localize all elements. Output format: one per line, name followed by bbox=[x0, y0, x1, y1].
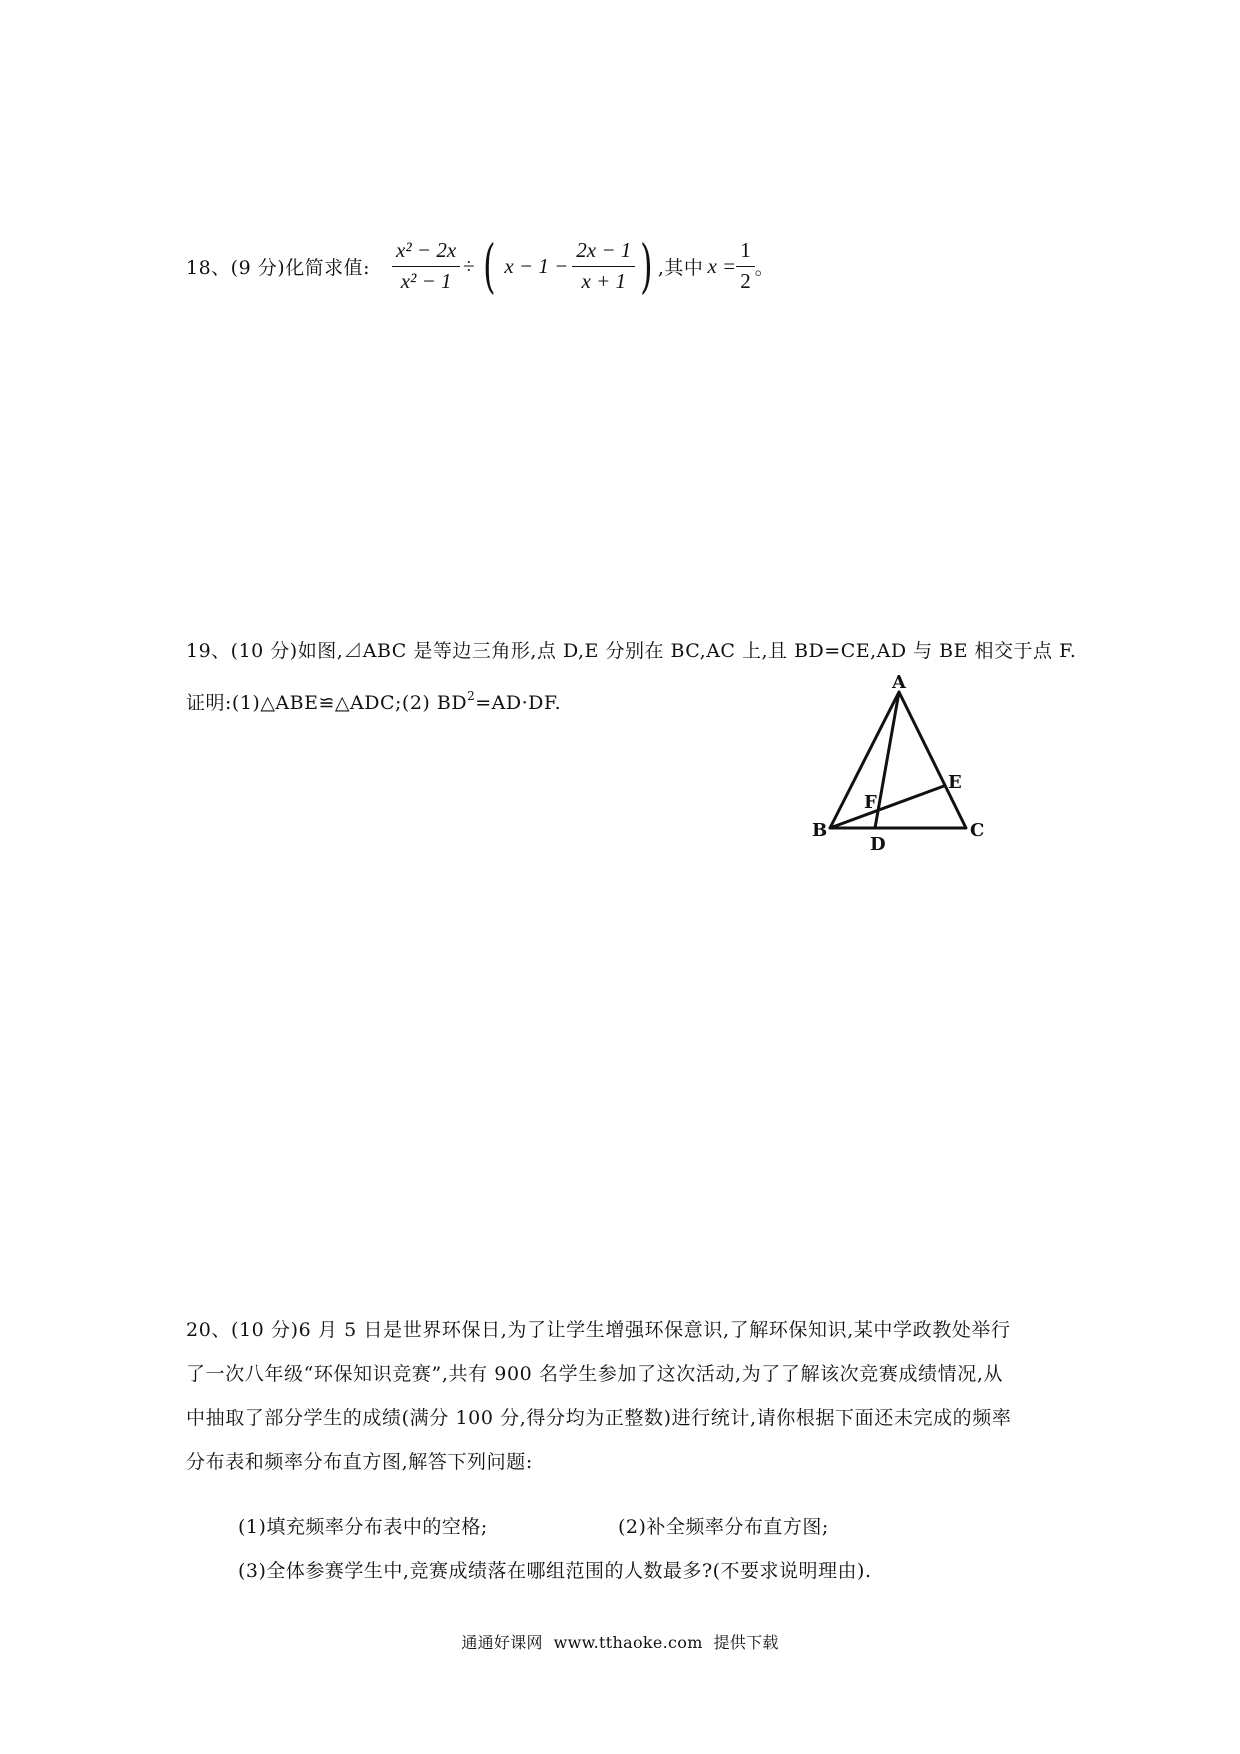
q19-line2-a: 证明:(1)△ABE≌△ADC;(2) BD bbox=[186, 692, 468, 714]
q20-item-3: (3)全体参赛学生中,竞赛成绩落在哪组范围的人数最多?(不要求说明理由). bbox=[238, 1560, 872, 1582]
q18-frac1-num: x² − 2x bbox=[392, 239, 460, 266]
q18-half bbox=[736, 239, 755, 292]
q18-half-num: 1 bbox=[736, 239, 755, 266]
q18-frac2-num: 2x − 1 bbox=[572, 239, 635, 266]
page-footer: 通通好课网 www.tthaoke.com 提供下载 bbox=[461, 1633, 779, 1652]
q18-label: 18、(9 分)化简求值: bbox=[186, 256, 371, 279]
triangle-abc bbox=[830, 692, 966, 828]
label-e: E bbox=[948, 772, 962, 793]
q19-line1: 19、(10 分)如图,⊿ABC 是等边三角形,点 D,E 分别在 BC,AC 上,且 BD=CE,AD 与 BE 相交于点 F. bbox=[186, 640, 1077, 662]
q20-item-2: (2)补全频率分布直方图; bbox=[618, 1516, 829, 1538]
triangle-figure bbox=[800, 670, 1000, 860]
q18-inner: x − 1 − bbox=[504, 253, 569, 278]
label-a: A bbox=[892, 672, 906, 693]
label-b: B bbox=[812, 820, 828, 841]
q18-fraction-main bbox=[392, 239, 460, 292]
q20-item-1: (1)填充频率分布表中的空格; bbox=[238, 1516, 488, 1538]
q18-period: 。 bbox=[754, 256, 775, 279]
q18-half-den: 2 bbox=[740, 268, 751, 293]
q20-line-2: 了一次八年级“环保知识竞赛”,共有 900 名学生参加了这次活动,为了了解该次竞赛成绩情况,从 bbox=[186, 1363, 1004, 1385]
question-18 bbox=[186, 228, 774, 304]
q18-right-paren: ) bbox=[640, 232, 653, 300]
q19-line2-sup: 2 bbox=[467, 689, 476, 703]
q19-line2-b: =AD·DF. bbox=[475, 692, 562, 714]
q19-line2 bbox=[186, 688, 561, 715]
q18-left-paren: ( bbox=[482, 232, 496, 300]
q20-paragraph bbox=[186, 1308, 1146, 1484]
q20-line-3: 中抽取了部分学生的成绩(满分 100 分,得分均为正整数)进行统计,请你根据下面还未完成的频率 bbox=[186, 1407, 1012, 1429]
q18-frac1-den: x² − 1 bbox=[400, 268, 452, 293]
q18-x-eq: x = bbox=[707, 253, 737, 278]
label-f: F bbox=[864, 792, 877, 813]
q18-frac2-den: x + 1 bbox=[581, 268, 626, 293]
q18-tail: ,其中 bbox=[657, 256, 704, 279]
q18-divide: ÷ bbox=[463, 253, 475, 278]
label-c: C bbox=[970, 820, 985, 841]
label-d: D bbox=[870, 834, 886, 855]
q20-line-4: 分布表和频率分布直方图,解答下列问题: bbox=[186, 1451, 533, 1473]
q20-line-1: 20、(10 分)6 月 5 日是世界环保日,为了让学生增强环保意识,了解环保知识,某中学政教处举行 bbox=[186, 1319, 1011, 1341]
q18-fraction-inner bbox=[572, 239, 635, 292]
